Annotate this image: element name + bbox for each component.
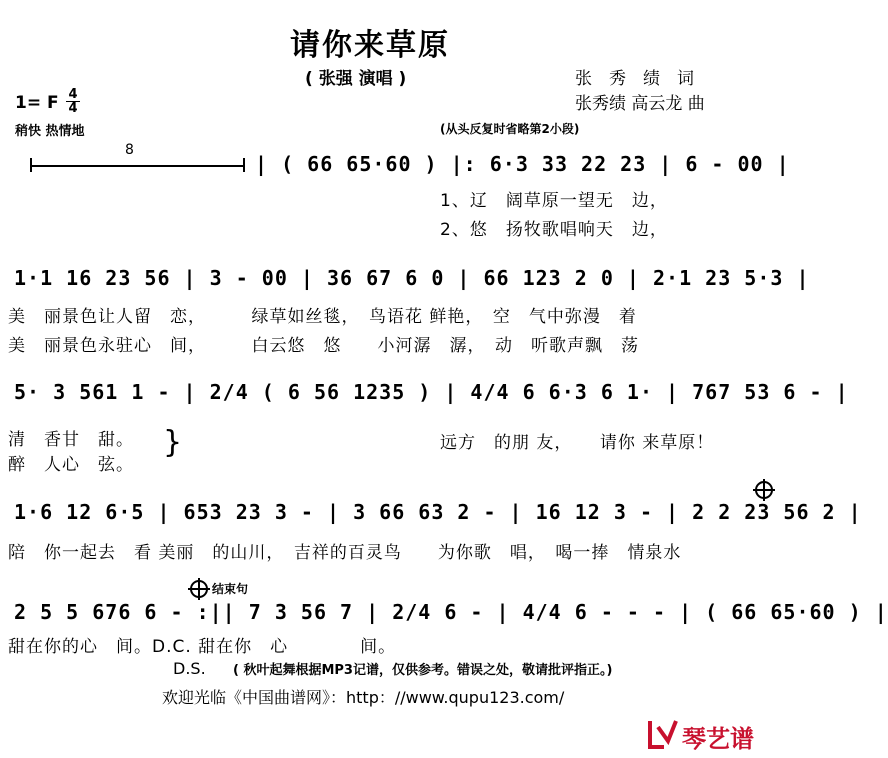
time-signature-bottom: 4 (66, 101, 80, 115)
key-signature: 1= F (15, 93, 59, 113)
ds-marking: D.S. (173, 659, 206, 678)
notes-row-3: 5· 3 561 1 - | 2/4 ( 6 56 1235 ) | 4/4 6 6·3 6 1· | 767 53 6 - | (14, 380, 849, 404)
lyric-row-5: 甜在你的心 间。D.C. 甜在你 心 间。 (8, 637, 397, 657)
notes-row-2: 1·1 16 23 56 | 3 - 00 | 36 67 6 0 | 66 123 2 0 | 2·1 23 5·3 | (14, 266, 810, 290)
composer-credit: 张秀绩 高云龙 曲 (575, 94, 705, 114)
brace: } (163, 425, 184, 460)
page-title: 请你来草原 (290, 28, 450, 63)
time-signature (66, 88, 80, 115)
multi-rest-tick-right (243, 158, 245, 172)
notes-row-1: | ( 66 65·60 ) |: 6·3 33 22 23 | 6 - 00 | (255, 152, 790, 176)
coda-icon-top (755, 481, 773, 499)
lyric-row-3b: 醉 人心 弦。 (8, 455, 134, 475)
qinyipu-logo (646, 717, 770, 753)
repeat-note: (从头反复时省略第2小段) (440, 122, 580, 136)
time-signature-top: 4 (68, 87, 78, 102)
lyric-row-2b: 美 丽景色永驻心 间， 白云悠 悠 小河潺 潺， 动 听歌声飘 荡 (8, 336, 639, 356)
coda-label: 结束句 (212, 582, 249, 596)
subtitle: ( 张强 演唱 ) (305, 69, 407, 89)
notes-row-5: 2 5 5 676 6 - :|| 7 3 56 7 | 2/4 6 - | 4/4 6 - - - | ( 66 65·60 ) | (14, 600, 888, 624)
logo-icon (646, 717, 680, 751)
logo-text: 琴艺谱 (682, 725, 754, 753)
lyric-row-1a: 1、辽 阔草原一望无 边， (440, 191, 668, 211)
multi-rest-line (30, 165, 245, 167)
footer-note: ( 秋叶起舞根据MP3记谱，仅供参考。错误之处，敬请批评指正。) (233, 663, 613, 678)
lyric-row-2a: 美 丽景色让人留 恋， 绿草如丝毯， 鸟语花 鲜艳， 空 气中弥漫 着 (8, 307, 637, 327)
tempo-marking: 稍快 热情地 (15, 124, 85, 139)
lyricist-credit: 张 秀 绩 词 (575, 69, 694, 89)
notes-row-4: 1·6 12 6·5 | 653 23 3 - | 3 66 63 2 - | 16 12 3 - | 2 2 23 56 2 | (14, 500, 862, 524)
lyric-row-3c: 远方 的朋 友， 请你 来草原！ (440, 433, 715, 453)
lyric-row-1b: 2、悠 扬牧歌唱响天 边， (440, 220, 668, 240)
multi-rest-tick-left (30, 158, 32, 172)
lyric-row-4: 陪 你一起去 看 美丽 的山川， 吉祥的百灵鸟 为你歌 唱， 喝一捧 情泉水 (8, 543, 682, 563)
lyric-row-3a: 清 香甘 甜。 (8, 430, 134, 450)
coda-icon-bottom (190, 580, 208, 598)
multi-rest-count: 8 (125, 142, 134, 158)
website-link[interactable]: 欢迎光临《中国曲谱网》：http：//www.qupu123.com/ (162, 688, 565, 707)
